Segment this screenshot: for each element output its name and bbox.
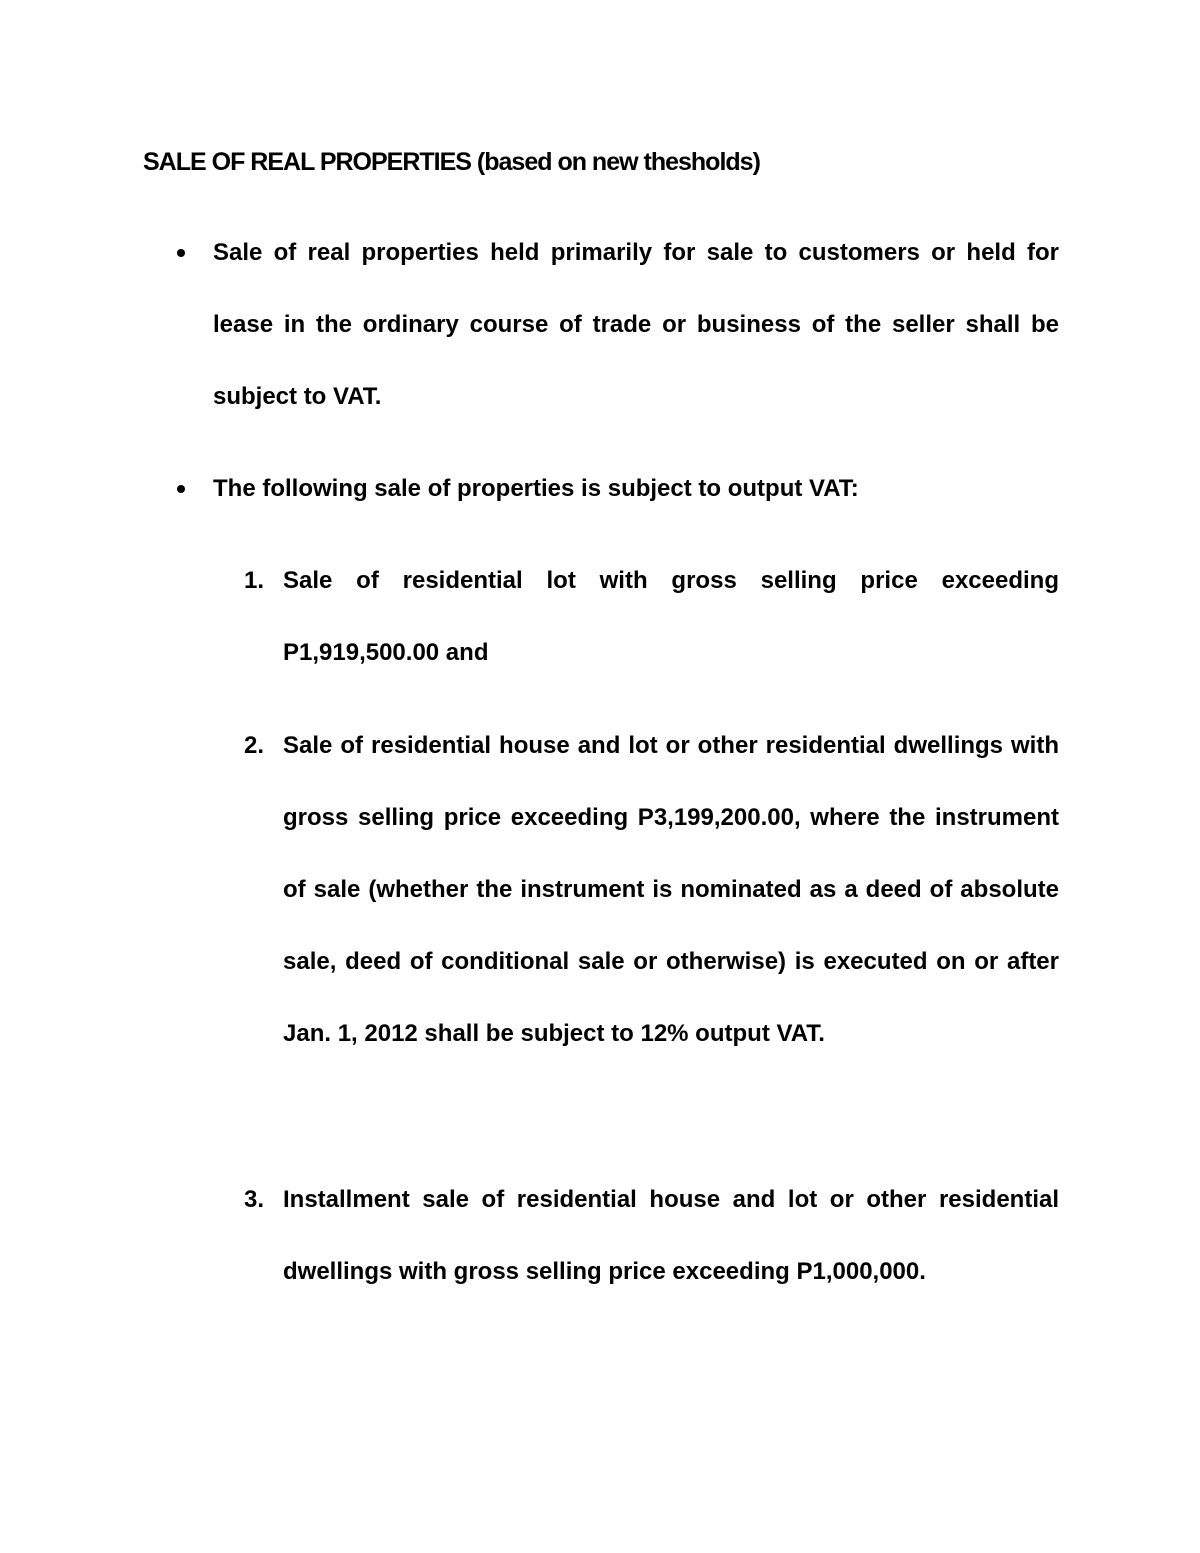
- item-number: 3.: [244, 1186, 265, 1213]
- numbered-item-text: Installment sale of residential house and lot or other residential dwellings with gross selling price exceeding P1,000,000.: [283, 1186, 1059, 1285]
- bullet-text: Sale of real properties held primarily for sale to customers or held for lease in the ordinary course of trade or business of the seller shall be subject to VAT.: [213, 239, 1059, 410]
- numbered-item-text: Sale of residential house and lot or other residential dwellings with gross selling price exceeding P3,199,200.00, where the instrument of sale (whether the instrument is nominated as a deed of absolute sale, deed of conditional sale or otherwise) is executed on or after Jan. 1, 2012 shall be subject to 12% output VAT.: [283, 732, 1059, 1047]
- bullet-icon: [177, 249, 185, 257]
- item-number: 1.: [244, 567, 265, 594]
- bullet-icon: [177, 485, 185, 493]
- item-number: 2.: [244, 732, 265, 759]
- numbered-item-text: Sale of residential lot with gross selling price exceeding P1,919,500.00 and: [283, 567, 1059, 666]
- document-title: SALE OF REAL PROPERTIES (based on new thesholds): [143, 148, 760, 176]
- bullet-text: The following sale of properties is subject to output VAT:: [213, 475, 859, 502]
